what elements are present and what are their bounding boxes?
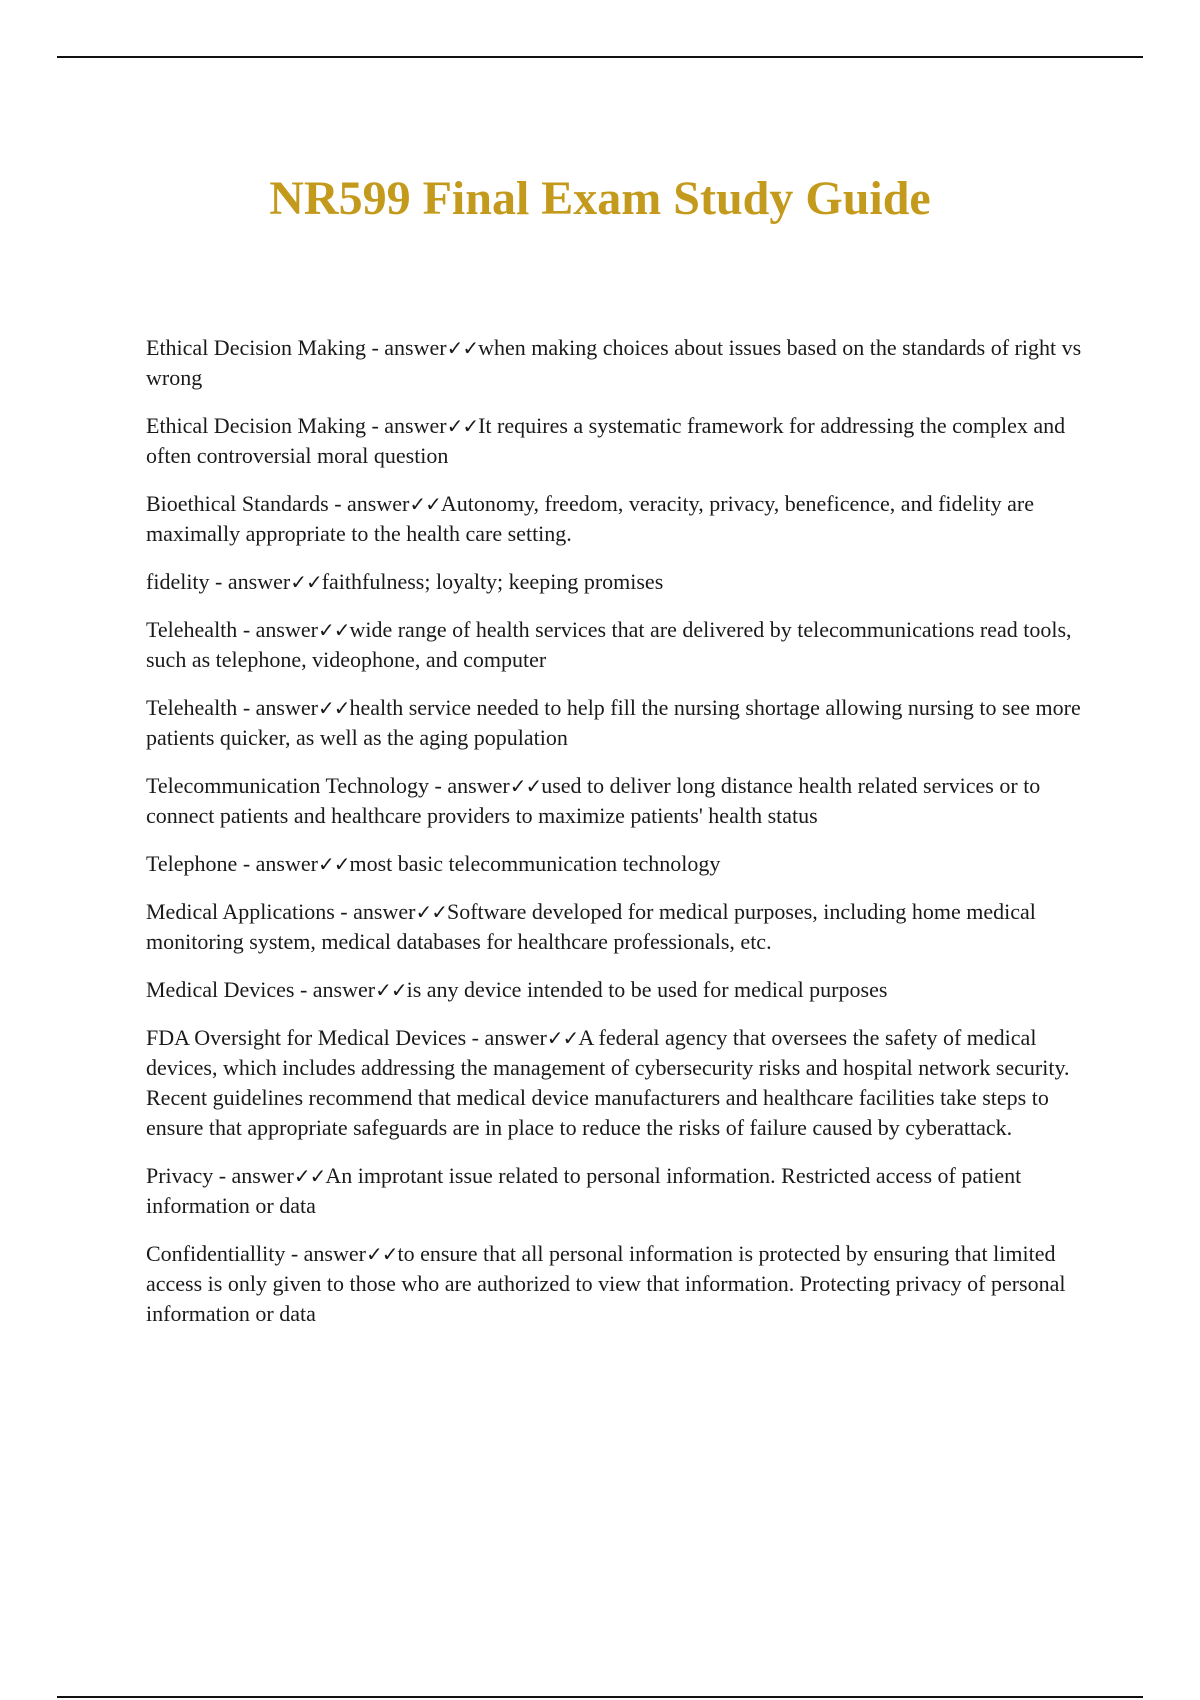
entry-term: Bioethical Standards (146, 491, 329, 516)
entry-answer: health service needed to help fill the nursing shortage allowing nursing to see more patients quicker, as well as the aging population (146, 695, 1081, 750)
check-mark-icon: ✓✓ (317, 696, 350, 720)
entry-term: Medical Applications (146, 899, 335, 924)
top-divider (57, 56, 1143, 58)
entry-separator: - answer (429, 773, 510, 798)
entry-term: Confidentiallity (146, 1241, 286, 1266)
entry-separator: - answer (237, 617, 318, 642)
entry-term: FDA Oversight for Medical Devices (146, 1025, 467, 1050)
entry-term: Telehealth (146, 617, 238, 642)
check-mark-icon: ✓✓ (546, 1026, 579, 1050)
document-title: NR599 Final Exam Study Guide (269, 172, 931, 225)
entry-term: Ethical Decision Making (146, 413, 366, 438)
entry-item (146, 849, 1096, 879)
entry-item (146, 1161, 1096, 1221)
entry-item (146, 693, 1096, 753)
entry-term: fidelity (146, 569, 210, 594)
entry-item (146, 771, 1096, 831)
entry-separator: - answer (213, 1163, 294, 1188)
check-mark-icon: ✓✓ (365, 1242, 398, 1266)
bottom-divider (57, 1696, 1143, 1698)
entry-item (146, 333, 1096, 393)
entry-term: Privacy (146, 1163, 214, 1188)
entry-separator: - answer (328, 491, 410, 516)
entry-answer: to ensure that all personal information is protected by ensuring that limited access is only given to those who are authorized to view that information. Protecting privacy of personal information or data (146, 1241, 1066, 1326)
check-mark-icon: ✓✓ (446, 414, 479, 438)
entry-item (146, 1239, 1096, 1329)
entry-answer: used to deliver long distance health related services or to connect patients and healthcare providers to maximize patients' health status (146, 773, 1041, 828)
entry-answer: An improtant issue related to personal information. Restricted access of patient information or data (146, 1163, 1022, 1218)
entry-separator: - answer (365, 335, 447, 360)
check-mark-icon: ✓✓ (290, 570, 322, 594)
entry-item (146, 615, 1096, 675)
entry-item (146, 975, 1096, 1005)
entry-separator: - answer (237, 695, 318, 720)
check-mark-icon: ✓✓ (409, 492, 441, 516)
entry-separator: - answer (209, 569, 291, 594)
entry-term: Telephone (146, 851, 238, 876)
entry-answer: It requires a systematic framework for addressing the complex and often controversial moral question (146, 413, 1066, 468)
check-mark-icon: ✓✓ (509, 774, 542, 798)
entry-term: Ethical Decision Making (146, 335, 366, 360)
entry-item (146, 897, 1096, 957)
entry-separator: - answer (294, 977, 376, 1002)
entry-separator: - answer (285, 1241, 366, 1266)
check-mark-icon: ✓✓ (293, 1164, 326, 1188)
entry-answer: Software developed for medical purposes, including home medical monitoring system, medical databases for healthcare professionals, etc. (146, 899, 1036, 954)
check-mark-icon: ✓✓ (446, 336, 479, 360)
entry-answer: when making choices about issues based on the standards of right vs wrong (146, 335, 1082, 390)
entry-separator: - answer (466, 1025, 547, 1050)
entry-term: Telehealth (146, 695, 238, 720)
entry-answer: is any device intended to be used for medical purposes (406, 977, 888, 1002)
entry-item (146, 489, 1096, 549)
entry-answer: A federal agency that oversees the safety of medical devices, which includes addressing the management of cybersecurity risks and hospital network security. Recent guidelines recommend that medical device manufacturers and healthcare facilities take steps to ensure that appropriate safeguards are in place to reduce the risks of failure caused by cyberattack. (146, 1025, 1070, 1140)
study-guide-entries (146, 333, 1096, 1347)
check-mark-icon: ✓✓ (317, 618, 350, 642)
check-mark-icon: ✓✓ (317, 852, 350, 876)
entry-item (146, 411, 1096, 471)
check-mark-icon: ✓✓ (375, 978, 407, 1002)
entry-term: Telecommunication Technology (146, 773, 430, 798)
entry-answer: Autonomy, freedom, veracity, privacy, beneficence, and fidelity are maximally appropriate to the health care setting. (146, 491, 1034, 546)
entry-item (146, 1023, 1096, 1143)
entry-item (146, 567, 1096, 597)
entry-answer: wide range of health services that are delivered by telecommunications read tools, such as telephone, videophone, and computer (146, 617, 1072, 672)
entry-answer: faithfulness; loyalty; keeping promises (321, 569, 664, 594)
entry-answer: most basic telecommunication technology (349, 851, 721, 876)
entry-separator: - answer (334, 899, 416, 924)
check-mark-icon: ✓✓ (415, 900, 447, 924)
entry-separator: - answer (365, 413, 447, 438)
entry-term: Medical Devices (146, 977, 295, 1002)
entry-separator: - answer (237, 851, 318, 876)
